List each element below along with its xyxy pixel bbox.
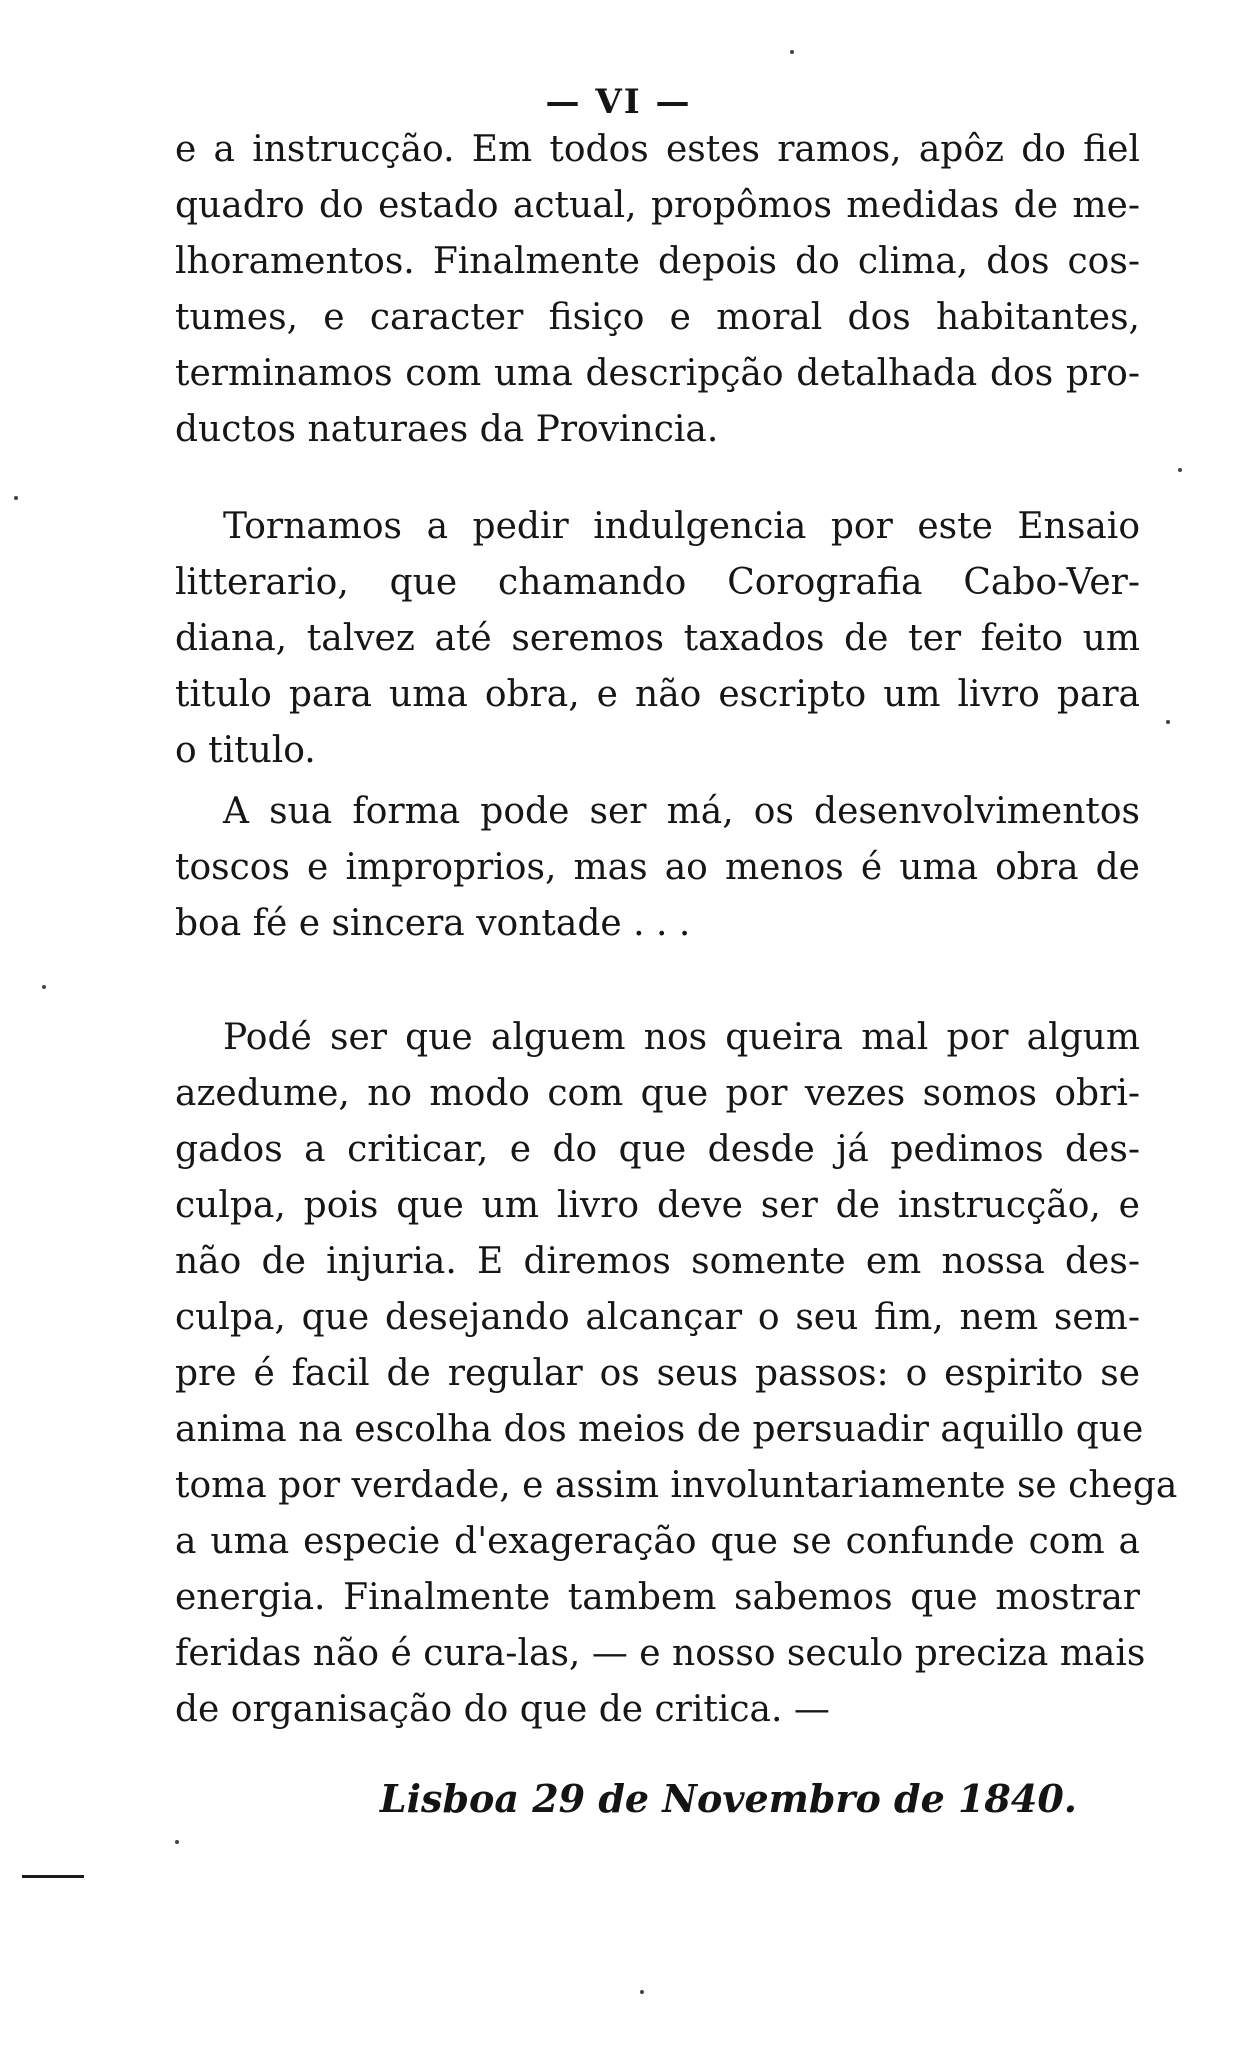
text-line: A sua forma pode ser má, os desenvolvimentos [223, 791, 1140, 832]
text-line: terminamos com uma descripção detalhada dos pro- [175, 353, 1140, 394]
text-line: e a instrucção. Em todos estes ramos, apôz do fiel [175, 129, 1140, 170]
text-line: Podé ser que alguem nos queira mal por algum [223, 1017, 1140, 1058]
scan-speck [14, 496, 18, 500]
text-line: tumes, e caracter fisiço e moral dos habitantes, [175, 297, 1140, 338]
scan-speck [1166, 720, 1170, 724]
place-date-signoff: Lisboa 29 de Novembro de 1840. [379, 1776, 1077, 1821]
text-line: azedume, no modo com que por vezes somos obri- [175, 1073, 1140, 1114]
text-line: o titulo. [175, 730, 316, 771]
text-line: diana, talvez até seremos taxados de ter feito um [175, 618, 1140, 659]
paragraph-4 [175, 1010, 1178, 1738]
paragraph-1 [175, 122, 1140, 458]
scan-speck [640, 1990, 644, 1994]
text-line: feridas não é cura-las, — e nosso seculo preciza mais [175, 1633, 1146, 1674]
scan-speck [175, 1840, 179, 1844]
text-line: não de injuria. E diremos somente em nossa des- [175, 1241, 1140, 1282]
text-line: gados a criticar, e do que desde já pedimos des- [175, 1129, 1140, 1170]
scan-speck [1178, 468, 1182, 472]
text-line: quadro do estado actual, propômos medidas de me- [175, 185, 1140, 226]
text-line: Tornamos a pedir indulgencia por este Ensaio [223, 506, 1140, 547]
scan-speck [790, 50, 794, 54]
text-line: lhoramentos. Finalmente depois do clima, dos cos- [175, 241, 1140, 282]
page-number: — VI — [545, 82, 692, 122]
margin-rule [22, 1875, 84, 1878]
text-line: litterario, que chamando Corografia Cabo-Ver- [175, 562, 1140, 603]
text-line: de organisação do que de critica. — [175, 1689, 830, 1730]
paragraph-2 [175, 499, 1140, 779]
text-line: boa fé e sincera vontade . . . [175, 903, 691, 944]
text-line: pre é facil de regular os seus passos: o espirito se [175, 1353, 1140, 1394]
text-line: anima na escolha dos meios de persuadir aquillo que [175, 1409, 1144, 1450]
text-line: culpa, que desejando alcançar o seu fim, nem sem- [175, 1297, 1140, 1338]
paragraph-3 [175, 784, 1140, 952]
text-line: energia. Finalmente tambem sabemos que mostrar [175, 1577, 1140, 1618]
text-line: toscos e improprios, mas ao menos é uma obra de [175, 847, 1140, 888]
text-line: titulo para uma obra, e não escripto um livro para [175, 674, 1140, 715]
text-line: toma por verdade, e assim involuntariamente se chega [175, 1465, 1178, 1506]
text-line: culpa, pois que um livro deve ser de instrucção, e [175, 1185, 1140, 1226]
text-line: ductos naturaes da Provincia. [175, 409, 719, 450]
scan-speck [42, 985, 46, 989]
text-line: a uma especie d'exageração que se confunde com a [175, 1521, 1140, 1562]
